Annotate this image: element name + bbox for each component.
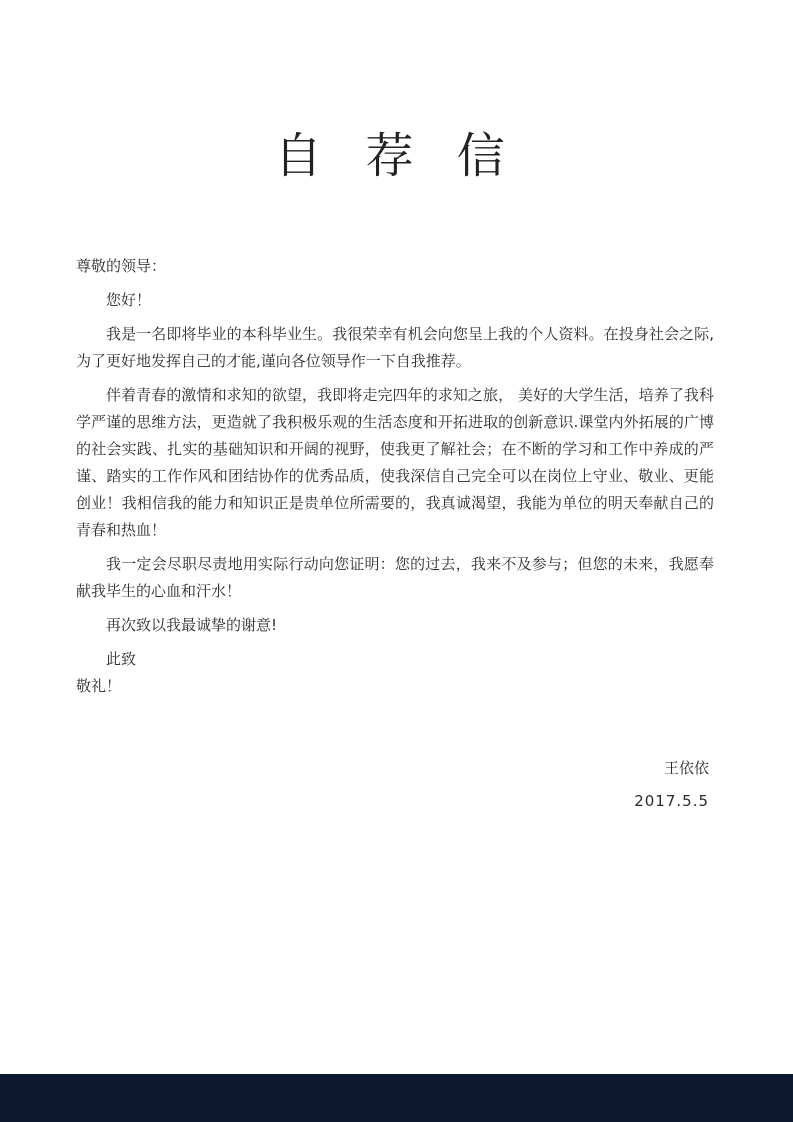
closing-line: 此致 [106, 650, 137, 668]
signature-name: 王依依 [663, 759, 709, 777]
greeting-paragraph: 您好！ [106, 291, 152, 309]
salutation: 尊敬的领导： [76, 257, 167, 275]
regards-line: 敬礼！ [76, 677, 122, 695]
experience-paragraph: 伴着青春的激情和求知的欲望，我即将走完四年的求知之旅， 美好的大学生活，培养了我科学严谨的思维方法，更造就了我积极乐观的生活态度和开拓进取的创新意识.课堂内外拓展的广博的社会实践、扎实的基础知识和开阔的视野，使我更了解社会；在不断的学习和工作中养成的严谨、踏实的工作作风和团结协作的优秀品质，使我深信自己完全可以在岗位上守业、敬业、更能创业！我相信我的能力和知识正是贵单位所需要的，我真诚渴望，我能为单位的明天奉献自己的青春和热血！ [76, 386, 714, 539]
page-title: 自 荐 信 [274, 128, 519, 184]
intro-paragraph: 我是一名即将毕业的本科毕业生。我很荣幸有机会向您呈上我的个人资料。在投身社会之际,为了更好地发挥自己的才能,谨向各位领导作一下自我推荐。 [76, 325, 714, 370]
signature-date: 2017.5.5 [634, 792, 709, 810]
thanks-paragraph: 再次致以我最诚挚的谢意! [106, 616, 278, 634]
letter-body [76, 253, 714, 700]
commitment-paragraph: 我一定会尽职尽责地用实际行动向您证明：您的过去，我来不及参与；但您的未来，我愿奉献我毕生的心血和汗水！ [76, 555, 714, 600]
footer-bar [0, 1074, 793, 1122]
